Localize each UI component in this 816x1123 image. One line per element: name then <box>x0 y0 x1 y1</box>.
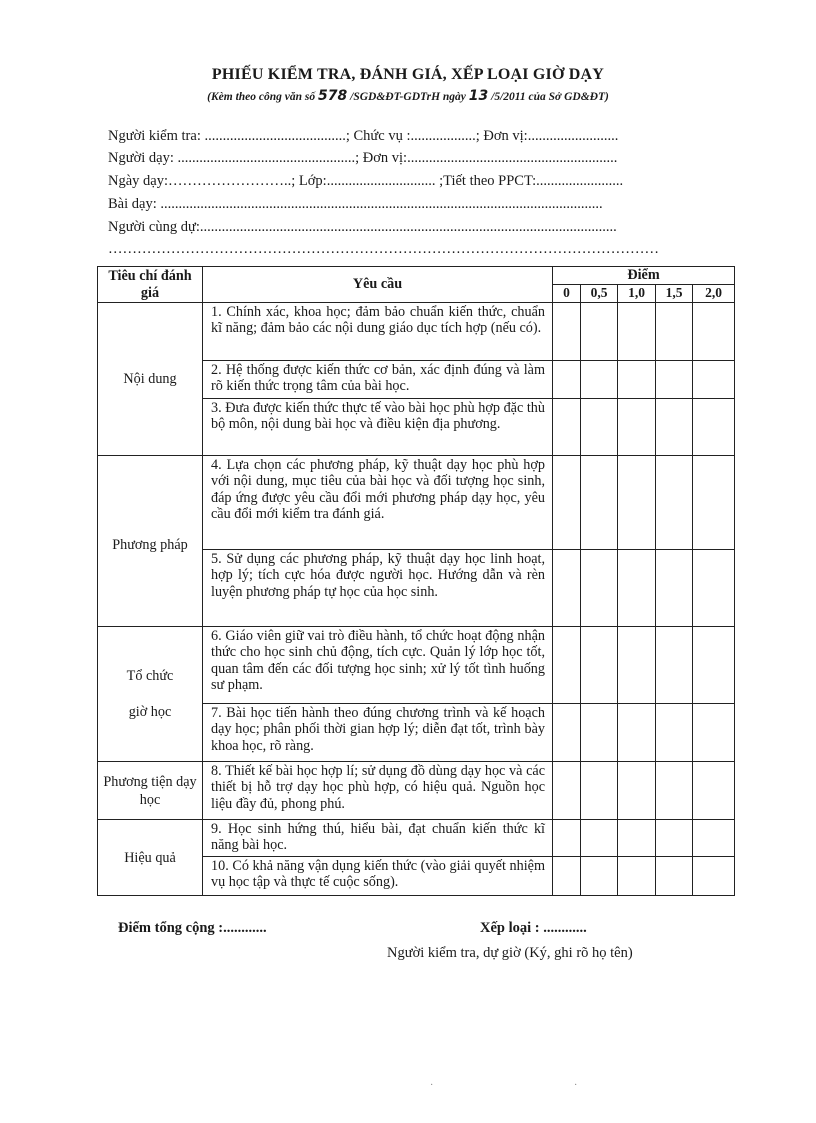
form-title: PHIẾU KIỂM TRA, ĐÁNH GIÁ, XẾP LOẠI GIỜ DẠY <box>211 66 605 83</box>
score-cell[interactable] <box>693 361 735 399</box>
info-observers-line[interactable]: Người cùng dự:................................................................................................................... <box>108 219 617 235</box>
score-cell[interactable] <box>693 820 735 857</box>
criteria-organization-line1: Tổ chức <box>126 668 174 684</box>
score-cell[interactable] <box>553 820 581 857</box>
header-score: Điểm <box>553 267 735 285</box>
score-cell[interactable] <box>693 857 735 896</box>
scan-speck: · <box>430 1080 434 1091</box>
score-cell[interactable] <box>618 762 656 820</box>
score-cell[interactable] <box>693 303 735 361</box>
score-cell[interactable] <box>618 550 656 627</box>
score-cell[interactable] <box>553 361 581 399</box>
score-cell[interactable] <box>581 857 618 896</box>
signature-label: Người kiểm tra, dự giờ (Ký, ghi rõ họ tên) <box>387 945 633 961</box>
score-cell[interactable] <box>581 820 618 857</box>
info-lesson-line[interactable]: Bài dạy: .......................................................................................................................... <box>108 196 603 212</box>
requirement-2: 2. Hệ thống được kiến thức cơ bản, xác định đúng và làm rõ kiến thức trọng tâm của bài học. <box>203 361 553 399</box>
score-cell[interactable] <box>693 704 735 762</box>
score-cell[interactable] <box>618 820 656 857</box>
score-cell[interactable] <box>581 399 618 456</box>
score-cell[interactable] <box>656 361 693 399</box>
score-cell[interactable] <box>618 399 656 456</box>
subtitle-suffix: /5/2011 của Sở GD&ĐT) <box>488 91 609 103</box>
criteria-method: Phương pháp <box>98 456 203 627</box>
subtitle-prefix: (Kèm theo công văn số <box>207 91 319 103</box>
requirement-10: 10. Có khả năng vận dụng kiến thức (vào giải quyết nhiệm vụ học tập và thực tế cuộc sống). <box>203 857 553 896</box>
score-cell[interactable] <box>618 456 656 550</box>
score-cell[interactable] <box>581 762 618 820</box>
form-subtitle <box>0 88 816 104</box>
score-cell[interactable] <box>618 857 656 896</box>
score-col-2-0: 2,0 <box>693 285 735 303</box>
score-cell[interactable] <box>553 456 581 550</box>
score-cell[interactable] <box>618 627 656 704</box>
header-requirement: Yêu cầu <box>203 267 553 303</box>
criteria-teaching-aids: Phương tiện dạy học <box>98 762 203 820</box>
requirement-1: 1. Chính xác, khoa học; đảm bảo chuẩn kiến thức, chuẩn kĩ năng; đảm bảo các nội dung giáo dục tích hợp (nếu có). <box>203 303 553 361</box>
score-cell[interactable] <box>581 627 618 704</box>
score-cell[interactable] <box>581 456 618 550</box>
score-cell[interactable] <box>656 550 693 627</box>
info-extra-line[interactable]: …………………………………………………………………………………………………… <box>108 241 659 257</box>
info-date-line[interactable]: Ngày dạy:……………………..; Lớp:.............................. ;Tiết theo PPCT:........................ <box>108 173 624 189</box>
score-cell[interactable] <box>656 456 693 550</box>
score-cell[interactable] <box>618 361 656 399</box>
score-cell[interactable] <box>656 857 693 896</box>
ranking-field[interactable]: Xếp loại : ............ <box>480 920 587 936</box>
info-inspector-line[interactable]: Người kiểm tra: .......................................; Chức vụ :..................; Đơn vị:......................... <box>108 128 619 144</box>
score-cell[interactable] <box>656 399 693 456</box>
score-cell[interactable] <box>553 762 581 820</box>
score-cell[interactable] <box>656 820 693 857</box>
score-cell[interactable] <box>656 303 693 361</box>
score-cell[interactable] <box>553 550 581 627</box>
requirement-4: 4. Lựa chọn các phương pháp, kỹ thuật dạy học phù hợp với nội dung, mục tiêu của bài học và đối tượng học sinh, đáp ứng được yêu cầu đổi mới phương pháp dạy học, yêu cầu đổi mới kiểm tra đánh giá. <box>203 456 553 550</box>
evaluation-table <box>97 266 735 896</box>
score-cell[interactable] <box>553 627 581 704</box>
criteria-effectiveness: Hiệu quả <box>98 820 203 896</box>
score-cell[interactable] <box>656 762 693 820</box>
score-cell[interactable] <box>581 704 618 762</box>
scan-speck: · <box>574 1080 578 1091</box>
score-cell[interactable] <box>693 550 735 627</box>
subtitle-mid: /SGD&ĐT-GDTrH ngày <box>347 91 469 103</box>
handwritten-doc-number: 578 <box>318 88 348 104</box>
score-cell[interactable] <box>693 627 735 704</box>
criteria-content: Nội dung <box>98 303 203 456</box>
requirement-8: 8. Thiết kế bài học hợp lí; sử dụng đồ dùng dạy học và các thiết bị hỗ trợ dạy học phù hợp, có hiệu quả. Nguồn học liệu đầy đủ, phong phú. <box>203 762 553 820</box>
score-cell[interactable] <box>581 303 618 361</box>
score-cell[interactable] <box>656 704 693 762</box>
score-cell[interactable] <box>693 399 735 456</box>
header-criteria: Tiêu chí đánh giá <box>98 267 203 303</box>
handwritten-doc-day: 13 <box>468 88 489 104</box>
score-cell[interactable] <box>553 303 581 361</box>
requirement-3: 3. Đưa được kiến thức thực tế vào bài học phù hợp đặc thù bộ môn, nội dung bài học và điều kiện địa phương. <box>203 399 553 456</box>
score-col-0-5: 0,5 <box>581 285 618 303</box>
score-cell[interactable] <box>553 399 581 456</box>
score-cell[interactable] <box>581 361 618 399</box>
score-cell[interactable] <box>553 704 581 762</box>
score-cell[interactable] <box>618 303 656 361</box>
score-col-0: 0 <box>553 285 581 303</box>
requirement-7: 7. Bài học tiến hành theo đúng chương trình và kế hoạch dạy học; phân phối thời gian hợp lý; diễn đạt tốt, trình bày khoa học, rõ ràng. <box>203 704 553 762</box>
score-cell[interactable] <box>656 627 693 704</box>
info-teacher-line[interactable]: Người dạy: .................................................; Đơn vị:.......................................................... <box>108 150 618 166</box>
score-col-1-5: 1,5 <box>656 285 693 303</box>
score-cell[interactable] <box>618 704 656 762</box>
score-cell[interactable] <box>693 456 735 550</box>
score-cell[interactable] <box>693 762 735 820</box>
requirement-6: 6. Giáo viên giữ vai trò điều hành, tổ chức hoạt động nhận thức cho học sinh chủ động, tích cực. Quản lý lớp học tốt, quan tâm đến các đối tượng học sinh; xử lý tốt tình huống sư phạm. <box>203 627 553 704</box>
criteria-organization <box>98 627 203 762</box>
score-col-1-0: 1,0 <box>618 285 656 303</box>
score-cell[interactable] <box>553 857 581 896</box>
requirement-9: 9. Học sinh hứng thú, hiểu bài, đạt chuẩn kiến thức kĩ năng bài học. <box>203 820 553 857</box>
criteria-organization-line2: giờ học <box>128 704 172 720</box>
total-score-field[interactable]: Điểm tổng cộng :............ <box>118 920 267 936</box>
score-cell[interactable] <box>581 550 618 627</box>
requirement-5: 5. Sử dụng các phương pháp, kỹ thuật dạy học linh hoạt, hợp lý; tích cực hóa được người học. Hướng dẫn và rèn luyện phương pháp tự học của học sinh. <box>203 550 553 627</box>
